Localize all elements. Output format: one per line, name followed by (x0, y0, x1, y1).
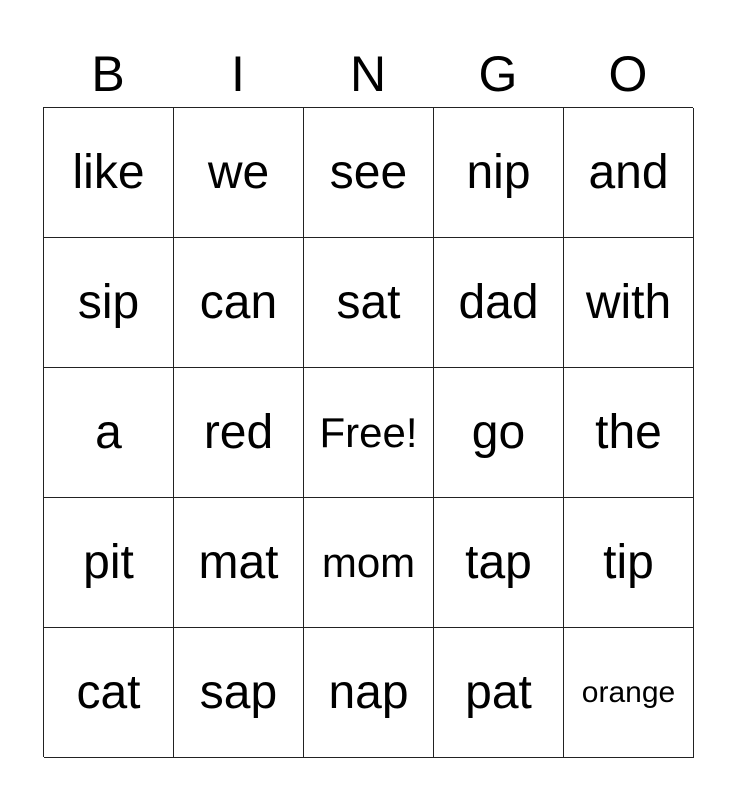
bingo-cell[interactable]: a (44, 368, 174, 498)
bingo-cell[interactable]: see (304, 108, 434, 238)
free-space-cell[interactable]: Free! (304, 368, 434, 498)
bingo-cell[interactable]: tap (434, 498, 564, 628)
bingo-cell[interactable]: pit (44, 498, 174, 628)
bingo-cell[interactable]: the (564, 368, 694, 498)
header-letter-n: N (349, 46, 387, 102)
bingo-cell[interactable]: sap (174, 628, 304, 758)
bingo-cell[interactable]: dad (434, 238, 564, 368)
header-letter-i: I (231, 46, 245, 102)
header-letter-b: B (91, 46, 125, 102)
bingo-cell[interactable]: like (44, 108, 174, 238)
bingo-cell[interactable]: nip (434, 108, 564, 238)
header-letter-g: G (478, 46, 518, 102)
bingo-cell[interactable]: red (174, 368, 304, 498)
bingo-cell[interactable]: cat (44, 628, 174, 758)
bingo-cell[interactable]: go (434, 368, 564, 498)
bingo-cell[interactable]: nap (304, 628, 434, 758)
bingo-cell[interactable]: mom (304, 498, 434, 628)
bingo-header (43, 42, 693, 106)
bingo-cell[interactable]: orange (564, 628, 694, 758)
bingo-cell[interactable]: mat (174, 498, 304, 628)
header-letter-o: O (608, 46, 648, 102)
bingo-cell[interactable]: sat (304, 238, 434, 368)
bingo-cell[interactable]: pat (434, 628, 564, 758)
bingo-cell[interactable]: and (564, 108, 694, 238)
bingo-cell[interactable]: tip (564, 498, 694, 628)
bingo-board (43, 107, 693, 757)
bingo-cell[interactable]: with (564, 238, 694, 368)
bingo-cell[interactable]: we (174, 108, 304, 238)
bingo-cell[interactable]: sip (44, 238, 174, 368)
bingo-cell[interactable]: can (174, 238, 304, 368)
